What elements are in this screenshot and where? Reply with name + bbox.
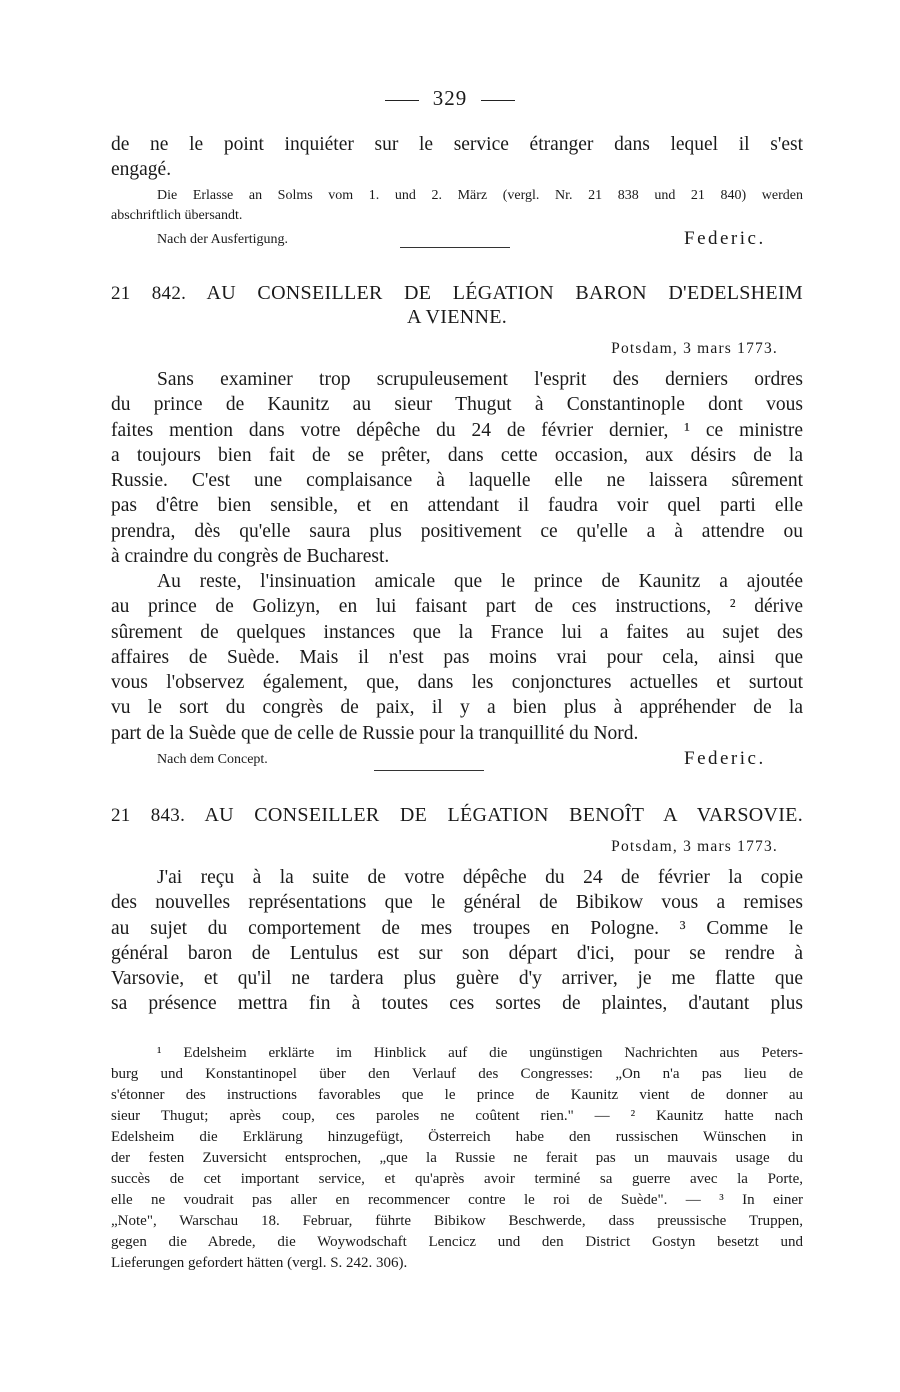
footnote-line: elle ne voudrait pas aller en recommencer contre le roi de Suède". — ³ In einer (111, 1192, 803, 1208)
text-line: faites mention dans votre dépêche du 24 de février dernier, ¹ ce ministre (111, 419, 803, 441)
text-line: au sujet du comportement de mes troupes en Pologne. ³ Comme le (111, 917, 803, 939)
text-line: général baron de Lentulus est sur son départ d'ici, pour se rendre à (111, 942, 803, 964)
text-line: des nouvelles représentations que le général de Bibikow vous a remises (111, 892, 803, 914)
text-line: prendra, dès qu'elle saura plus positivement ce qu'elle a à attendre ou (111, 520, 803, 542)
footnote-line: burg und Konstantinopel über den Verlauf des Congresses: „On n'a pas lieu de (111, 1066, 803, 1082)
text-line: à craindre du congrès de Bucharest. (111, 546, 390, 568)
page-number-text: 329 (432, 86, 468, 110)
text-line: au prince de Golizyn, en lui faisant part de ces instructions, ² dérive (111, 596, 803, 618)
heading-line-1 (111, 282, 803, 305)
footnote-line: succès de cet important service, et qu'après avoir terminé sa guerre avec la Porte, (111, 1171, 803, 1187)
date-line: Potsdam, 3 mars 1773. (611, 838, 778, 855)
text-line: sûrement de quelques instances que la France lui a faites au sujet des (111, 621, 803, 643)
footnote-line: „Note", Warschau 18. Februar, führte Bibikow Beschwerde, dass preussische Truppen, (111, 1213, 803, 1229)
letter-number: 21 843. (111, 805, 186, 826)
footnote-line: Edelsheim die Erklärung hinzugefügt, Österreich habe den russischen Wünschen in (111, 1129, 803, 1145)
separator-rule (400, 247, 510, 248)
letter-number: 21 842. (111, 283, 187, 304)
text-line: Varsovie, et qu'il ne tardera plus guère d'y arriver, je me flatte que (111, 968, 803, 990)
text-line: engagé. (111, 159, 172, 181)
text-line: du prince de Kaunitz au sieur Thugut à Constantinople dont vous (111, 394, 803, 416)
footnote-line: gegen die Abrede, die Woywodschaft Lencicz und den District Gostyn besetzt und (111, 1234, 803, 1250)
letter-body-paragraph (111, 569, 803, 746)
text-line: affaires de Suède. Mais il n'est pas moins vrai pour cela, ainsi que (111, 646, 803, 668)
note-line: abschriftlich übersandt. (111, 208, 243, 223)
letter-recipient: AU CONSEILLER DE LÉGATION BARON D'EDELSHEIM (206, 282, 803, 304)
footnotes (111, 1043, 803, 1274)
letter-heading (111, 804, 803, 827)
text-line: part de la Suède que de celle de Russie pour la tranquillité du Nord. (111, 722, 639, 744)
footnote-line: s'étonner des instructions favorables que le prince de Kaunitz vient de donner au (111, 1087, 803, 1103)
text-line: sa présence mettra fin à toutes ces sortes de plaintes, d'autant plus (111, 993, 803, 1015)
signature: Federic. (684, 228, 766, 249)
source-note: Nach der Ausfertigung. (157, 232, 289, 247)
letter-recipient: AU CONSEILLER DE LÉGATION BENOÎT A VARSOVIE. (204, 804, 804, 826)
letter-heading (111, 282, 803, 329)
separator-rule (374, 770, 484, 771)
text-line: Sans examiner trop scrupuleusement l'esprit des derniers ordres (157, 369, 803, 390)
page-number-rule-left (385, 100, 419, 101)
date-line: Potsdam, 3 mars 1773. (611, 340, 778, 357)
editorial-note (111, 186, 803, 226)
footnote-line: Lieferungen gefordert hätten (vergl. S. 242. 306). (111, 1255, 408, 1271)
heading-line-2: A VIENNE. (406, 306, 508, 328)
footnote-line: sieur Thugut; après coup, ces paroles ne coûtent rien." — ² Kaunitz hatte nach (111, 1108, 803, 1124)
page-number-rule-right (481, 100, 515, 101)
top-text (111, 132, 803, 183)
letter-body-paragraph (111, 367, 803, 569)
text-line: vous l'observez également, que, dans les conjonctures actuelles et surtout (111, 672, 803, 694)
footnote-line: ¹ Edelsheim erklärte im Hinblick auf die ungünstigen Nachrichten aus Peters- (157, 1045, 803, 1061)
text-line: de ne le point inquiéter sur le service étranger dans lequel il s'est (111, 134, 803, 155)
text-line: Au reste, l'insinuation amicale que le prince de Kaunitz a ajoutée (157, 571, 803, 592)
signature: Federic. (684, 748, 766, 769)
footnote-line: der festen Zuversicht entsprochen, „que la Russie ne ferait pas un mauvais usage du (111, 1150, 803, 1166)
text-line: Russie. C'est une complaisance à laquelle elle ne laissera sûrement (111, 470, 803, 492)
note-line: Die Erlasse an Solms vom 1. und 2. März (vergl. Nr. 21 838 und 21 840) werden (157, 188, 803, 203)
text-line: J'ai reçu à la suite de votre dépêche du 24 de février la copie (157, 867, 803, 888)
text-line: vu le sort du congrès de paix, il y a bien plus à appréhender de la (111, 697, 803, 719)
text-line: a toujours bien fait de se prêter, dans cette occasion, aux désirs de la (111, 444, 803, 466)
letter-body-paragraph (111, 865, 803, 1017)
text-line: pas d'être bien sensible, et en attendant il faudra voir quel parti elle (111, 495, 803, 517)
source-note: Nach dem Concept. (157, 752, 268, 767)
page-number (0, 86, 900, 111)
